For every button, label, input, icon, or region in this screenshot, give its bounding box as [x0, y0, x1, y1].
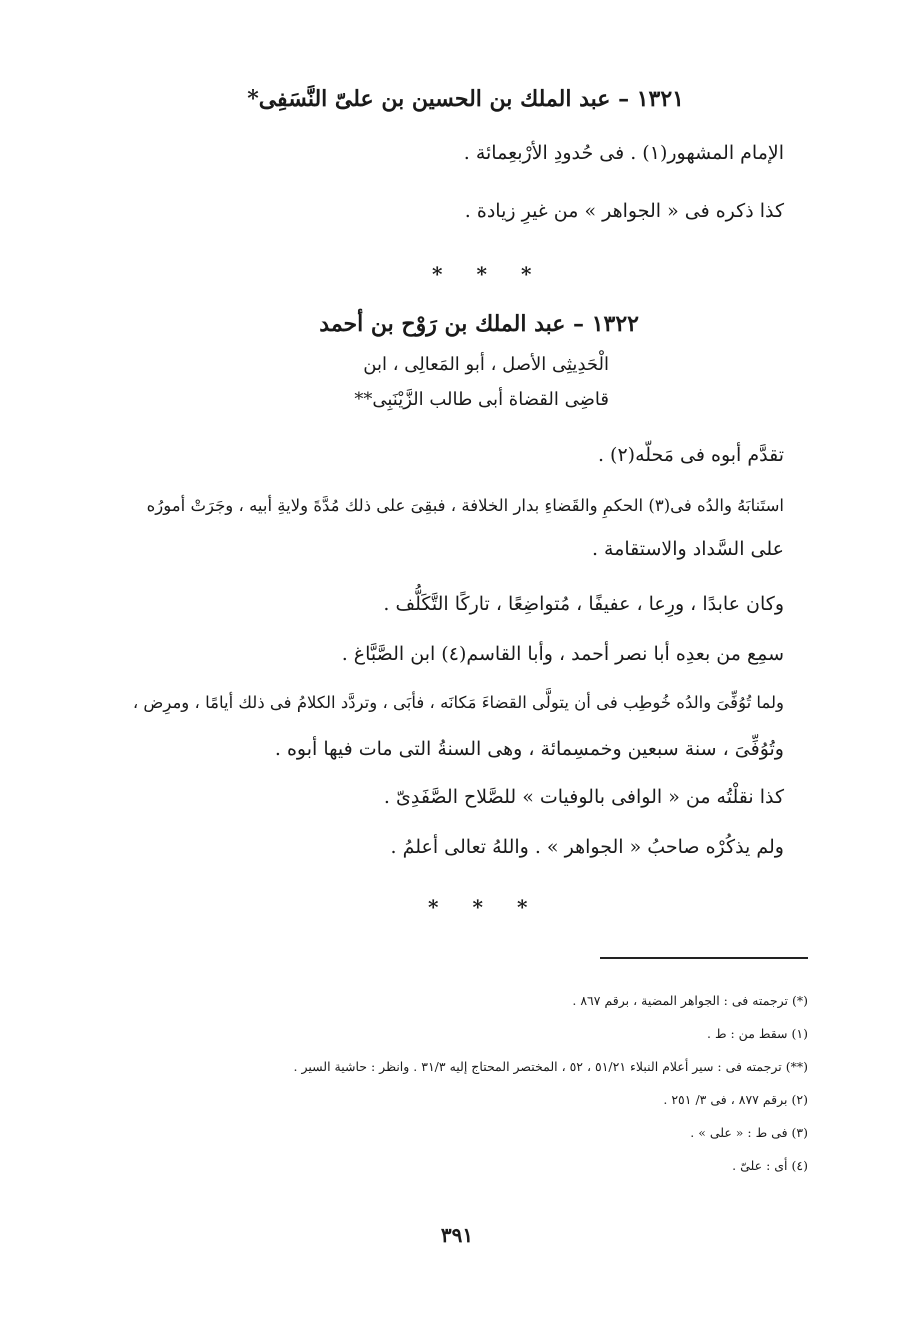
- separator-star: *: [472, 895, 483, 919]
- footnote-4: (٤) أى : علىّ .: [732, 1158, 808, 1173]
- footnote-2: (٢) برقم ٨٧٧ ، فى ٣/ ٢٥١ .: [663, 1092, 808, 1107]
- section-separator-1: [432, 262, 531, 286]
- separator-star: *: [428, 895, 439, 919]
- entry-1322-subheading-2: قاضِى القضاة أبى طالب الزَّيْنَبِى**: [354, 389, 609, 410]
- entry-1321-line-1: الإمام المشهور(١) . فى حُدودِ الأرْبعِمائة .: [463, 142, 784, 164]
- entry-1322-line-9: ولم يذكُرْه صاحبُ « الجواهر » . واللهُ تعالى أعلمُ .: [390, 836, 784, 858]
- entry-1322-line-5: سمِع من بعدِه أبا نصر أحمد ، وأبا القاسم(٤) ابن الصَّبَّاغ .: [341, 643, 784, 665]
- separator-star: *: [516, 895, 528, 919]
- entry-1322-line-1: تقدَّم أبوه فى مَحلّه(٢) .: [597, 444, 784, 466]
- entry-1322-line-8: كذا نقلْتُه من « الوافى بالوفيات » للصَّلاح الصَّفَدِىّ .: [383, 786, 784, 808]
- entry-heading-1322: ١٣٢٢ – عبد الملك بن رَوْح بن أحمد: [319, 311, 639, 337]
- entry-1321-line-2: كذا ذكره فى « الجواهر » من غيرِ زيادة .: [464, 200, 784, 222]
- entry-1322-line-2: استَنابَهُ والدُه فى(٣) الحكمِ والقَضاءِ بدار الخلافة ، فبقِىَ على ذلك مُدَّةَ ولايةِ أبيه ، وجَرَتْ أمورُه: [146, 496, 784, 515]
- separator-star: *: [520, 262, 532, 286]
- footnote-divider: [600, 957, 808, 959]
- entry-1322-subheading-1: الْحَدِيثِى الأصل ، أبو المَعالِى ، ابن: [363, 354, 609, 375]
- footnote-1: (١) سقط من : ط .: [707, 1026, 808, 1041]
- footnote-double-star: (**) ترجمته فى : سير أعلام النبلاء ٥١/٢١ ، ٥٢ ، المختصر المحتاج إليه ٣١/٣ . وانظر : حاشية السير .: [293, 1059, 808, 1074]
- separator-star: *: [432, 262, 443, 286]
- footnote-3: (٣) فى ط : « على » .: [690, 1125, 808, 1140]
- entry-heading-1321: ١٣٢١ – عبد الملك بن الحسين بن علىّ النَّسَفِى*: [247, 86, 684, 112]
- page-number: ٣٩١: [440, 1223, 474, 1247]
- entry-1322-line-6: ولما تُوُفِّىَ والدُه خُوطِب فى أن يتولَّى القضاءَ مَكانَه ، فأبَى ، وتردَّد الكلامُ فى ذلك أيامًا ، ومرِض ،: [132, 693, 784, 712]
- entry-1322-line-7: وتُوُفِّىَ ، سنة سبعين وخمسِمائة ، وهى السنةُ التى مات فيها أبوه .: [274, 738, 784, 760]
- separator-star: *: [476, 262, 487, 286]
- section-separator-2: [428, 895, 527, 919]
- entry-1322-line-4: وكان عابدًا ، ورِعا ، عفيفًا ، مُتواضِعًا ، تاركًا التَّكَلُّف .: [383, 593, 784, 615]
- footnote-star: (*) ترجمته فى : الجواهر المضية ، برقم ٨٦٧ .: [572, 993, 808, 1008]
- entry-1322-line-3: على السَّداد والاستقامة .: [591, 538, 784, 560]
